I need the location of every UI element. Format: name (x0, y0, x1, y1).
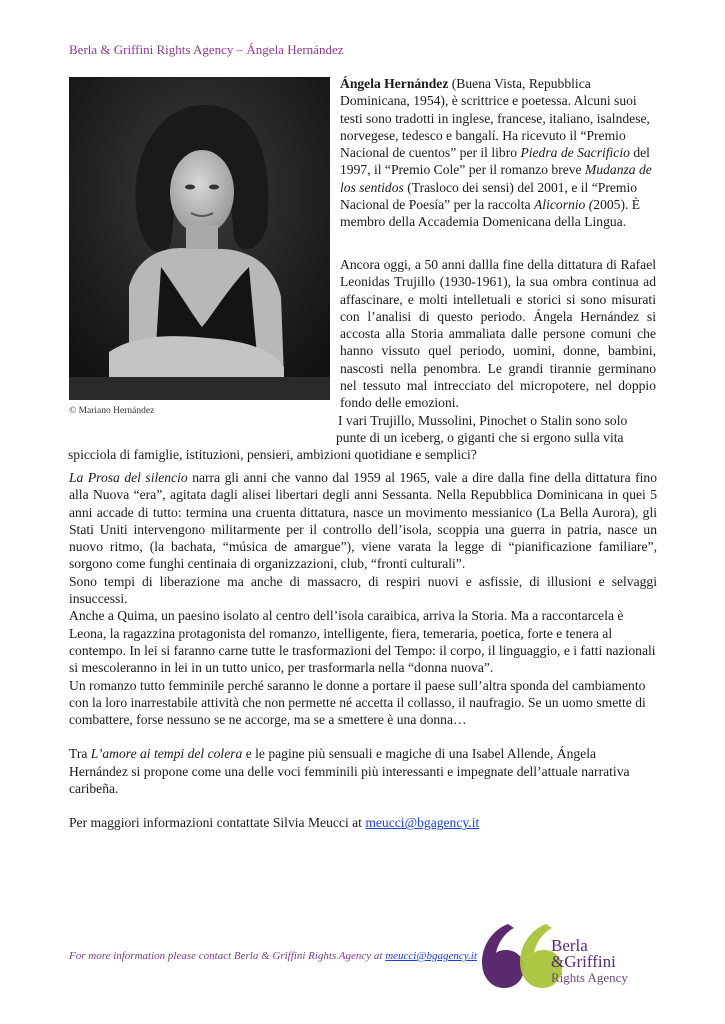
photo-credit: © Mariano Hernández (69, 406, 155, 416)
author-photo (69, 77, 330, 400)
paragraph-quima: Anche a Quima, un paesino isolato al centro dell’isola caraibica, arriva la Storia. Ma a raccontarcela è Leona, la ragazzina protagonista del romanzo, intelligente, fiera, temeraria, poetica, forte e tenera al contempo. In lei si faranno carne tutte le trasformazioni del Tempo: il corpo, il linguaggio, e i fatti nazionali si mescoleranno in lei in un tutto unico, per trasformarla nella “donna nuova”. (69, 608, 656, 676)
bio-text-2: del 1997, il “Premio Cole” per il romanzo breve (340, 145, 650, 178)
bio-text-3: (Trasloco dei sensi) del 2001, e il “Premio Nacional de Poesía” per la raccolta (340, 179, 638, 213)
main-body (69, 469, 657, 832)
paragraph-prosa: La Prosa del silencio narra gli anni che vanno dal 1959 al 1965, vale a dire dalla fine della dittatura fino alla Nuova “era”, agitata dagli alisei libertari degli anni Sessanta. Nella Repubblica Dominicana in quei 5 anni accade di tutto: termina una cruenta dittatura, nasce un movimento messianico (La Bella Aurora), gli Stati Uniti intervengono militarmente per il controllo dell’isola, scoppia una guerra in patria, nasce un nuovo ritmo, (la bachata, “música de amargue”), viene varata la legge di “pianificazione familiare”, sorgono come funghi centinaia di organizzazioni, club, “fronti culturali”. (69, 470, 657, 572)
author-bio (340, 75, 658, 231)
book-title-prosa: La Prosa del silencio (69, 470, 188, 485)
paragraph-dittatura-main: Ancora oggi, a 50 anni dallla fine della dittatura di Rafael Leonidas Trujillo (1930-1961), la sua ombra continua ad affascinare, e molti intelletuali e storici si sono misurati con l’analisi di questo periodo. Ángela Hernández si accosta alla Storia ammaliata dalle persone comuni che hanno vissuto quel periodo, uomini, donne, bambini, nascosti nella penombra. Le grandi tirannie germinano nel tessuto mal intrecciato del micropotere, nel doppio fondo delle emozioni. (340, 257, 656, 411)
paragraph-contact: Per maggiori informazioni contattate Silvia Meucci at meucci@bgagency.it (69, 815, 480, 831)
paragraph-tempi: Sono tempi di liberazione ma anche di massacro, di respiri nuovi e asfissie, di illusioni e selvaggi insuccessi. (69, 573, 657, 607)
bio-text-1: (Buena Vista, Repubblica Dominicana, 1954), è scrittrice e poetessa. Alcuni suoi testi sono tradotti in inglese, francese, italiano, isalndese, norvegese, tedesco e bangalí. Ha ricevuto il “Premio Nacional de cuentos” per il libro (340, 76, 650, 161)
paragraph-dittatura-line-c: spicciola di famiglie, istituzioni, pensieri, ambizioni quotidiane e semplici? (68, 447, 477, 463)
bio-book-2: Mudanza de los sentidos (340, 162, 652, 195)
book-title-amore: L’amore ai tempi del colera (90, 746, 243, 762)
page-header-title: Berla & Griffini Rights Agency – Ángela Hernández (69, 42, 344, 57)
footer-email-link[interactable]: meucci@bgagency.it (385, 950, 477, 962)
paragraph-dittatura-line-b: punte di un iceberg, o giganti che si ergono sulla vita (336, 429, 624, 445)
footer-contact: For more information please contact Berla & Griffini Rights Agency at meucci@bgagency.it (69, 950, 477, 962)
bio-text-4: 2005). È membro della Accademia Domenicana della Lingua. (340, 197, 641, 230)
bio-book-1: Piedra de Sacrificio (520, 145, 630, 161)
logo-quote-purple-icon (482, 924, 524, 988)
bio-book-3: Alicornio ( (534, 197, 594, 213)
agency-logo-text: Berla &Griffini Rights Agency (551, 936, 628, 985)
paragraph-dittatura-line-a: I vari Trujillo, Mussolini, Pinochet o Stalin sono solo (338, 412, 628, 428)
paragraph-romanzo: Un romanzo tutto femminile perché saranno le donne a portare il paese sull’altra sponda del cambiamento con la loro inarrestabile attività che non permette né accetta il collasso, il naufragio. Se un uomo smette di combattere, forse nessuno se ne accorge, ma se a smettere è una donna… (69, 677, 646, 728)
contact-email-link[interactable]: meucci@bgagency.it (365, 815, 480, 831)
author-name: Ángela Hernández (340, 76, 449, 91)
paragraph-tra: Tra L’amore ai tempi del colera e le pagine più sensuali e magiche di una Isabel Allende, Ángela Hernández si propone come una delle voci femminili più interessanti e impegnate dell’attuale narrativa caribeña. (69, 746, 630, 797)
